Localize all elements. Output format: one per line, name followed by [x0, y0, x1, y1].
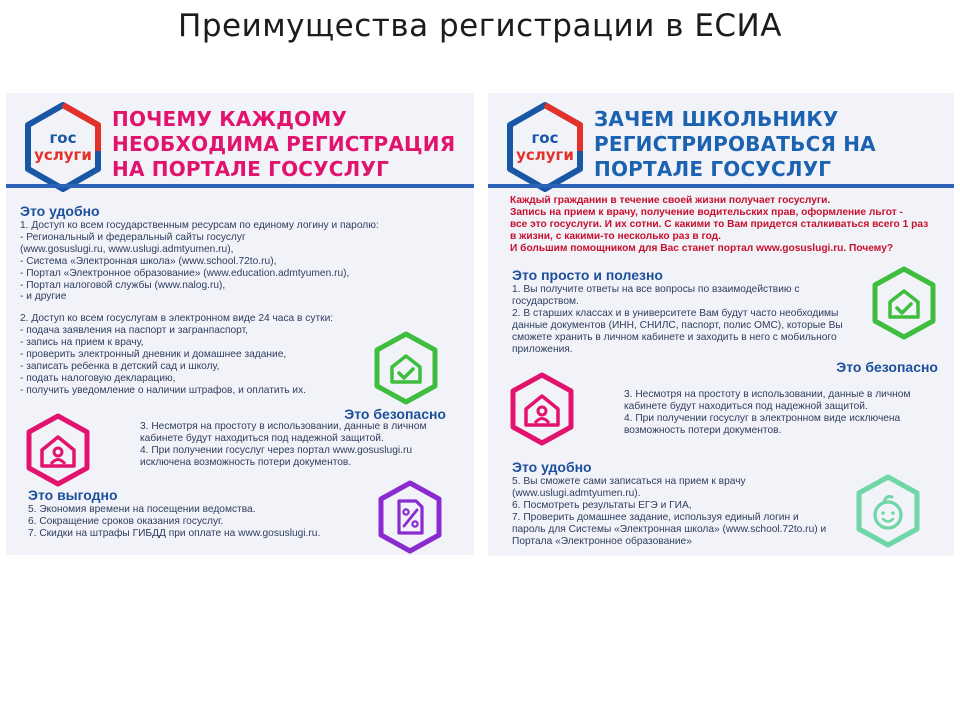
body-line: - Система «Электронная школа» (www.school.72to.ru), — [20, 255, 277, 267]
body-line: - запись на прием к врачу, — [20, 337, 144, 349]
header-divider — [6, 184, 474, 188]
body-line: 6. Посмотреть результаты ЕГЭ и ГИА, — [512, 499, 692, 511]
body-line: - Портал налоговой службы (www.nalog.ru), — [20, 279, 226, 291]
section-profit — [28, 487, 320, 540]
body-line: 1. Доступ ко всем государственным ресурсам по единому логину и паролю: — [20, 220, 379, 231]
logo-text-gos: гос — [531, 129, 559, 147]
body-line: кабинете будут находиться под надежной защитой. — [624, 400, 868, 412]
body-line: 5. Экономия времени на посещении ведомства. — [28, 504, 256, 515]
heading-line: ПОРТАЛЕ ГОСУСЛУГ — [594, 157, 832, 181]
section-body — [28, 504, 320, 540]
header-divider — [488, 184, 954, 188]
gosuslugi-logo — [504, 101, 586, 193]
poster-heading — [112, 107, 455, 182]
house-user-icon — [508, 371, 576, 447]
body-line: 2. Доступ ко всем госуслугам в электронном виде 24 часа в сутки: — [20, 313, 334, 325]
section-body — [624, 389, 910, 437]
section-safe-title-wrap — [648, 359, 938, 375]
body-line: - проверить электронный дневник и домашнее задание, — [20, 349, 287, 361]
intro-text — [510, 195, 928, 255]
baby-face-icon — [854, 473, 922, 549]
body-line: - Портал «Электронное образование» (www.education.admtyumen.ru), — [20, 267, 350, 279]
body-line: (www.uslugi.admtyumen.ru). — [512, 487, 641, 499]
logo-text-uslugi: услуги — [516, 146, 574, 164]
section-title: Это выгодно — [28, 487, 118, 503]
body-line: - подача заявления на паспорт и загранпаспорт, — [20, 325, 248, 337]
section-intro — [510, 195, 928, 255]
body-line: 4. При получении госуслуг в электронном виде исключена — [624, 412, 901, 424]
body-line: кабинете будут находиться под надежной защитой. — [140, 432, 384, 444]
house-check-icon — [372, 330, 440, 406]
section-simple — [512, 267, 843, 355]
heading-line: РЕГИСТРИРОВАТЬСЯ НА — [594, 132, 876, 156]
heading-line: НЕОБХОДИМА РЕГИСТРАЦИЯ — [112, 132, 456, 156]
body-line: И большим помощником для Вас станет портал www.gosuslugi.ru. Почему? — [510, 242, 894, 254]
body-line: исключена возможность потери документов. — [140, 456, 352, 468]
heading-line: ЗАЧЕМ ШКОЛЬНИКУ — [594, 107, 839, 131]
slide-title: Преимущества регистрации в ЕСИА — [178, 8, 782, 44]
poster-why-student — [488, 93, 954, 556]
section-body — [20, 313, 379, 396]
body-line: 1. Вы получите ответы на все вопросы по взаимодействию с — [512, 284, 800, 295]
body-line: 3. Несмотря на простоту в использовании, данные в личном — [140, 421, 427, 432]
body-line: данные документов (ИНН, СНИЛС, паспорт, полис ОМС), которые Вы — [512, 319, 843, 331]
body-line: возможность потери документов. — [624, 424, 782, 436]
section-safe — [624, 389, 910, 437]
body-line: все это госуслуги. И их сотни. С какими то Вам придется сталкиваться всего 1 раз — [510, 218, 929, 230]
body-line: (www.gosuslugi.ru, www.uslugi.admtyumen.ru), — [20, 243, 234, 255]
body-line: приложения. — [512, 343, 573, 355]
body-line: государством. — [512, 295, 579, 307]
logo-text-uslugi: услуги — [34, 146, 92, 164]
body-line: - записать ребенка в детский сад и школу, — [20, 360, 220, 372]
body-line: - Региональный и федеральный сайты госуслуг — [20, 231, 246, 243]
section-title: Это удобно — [20, 203, 100, 219]
section-title: Это удобно — [512, 459, 592, 475]
house-check-icon — [870, 265, 938, 341]
house-user-icon — [24, 412, 92, 488]
poster-heading — [594, 107, 876, 182]
body-line: сможете хранить в личном кабинете и заходить в него с мобильного — [512, 331, 837, 343]
heading-line: ПОЧЕМУ КАЖДОМУ — [112, 107, 348, 131]
section-body — [140, 421, 426, 469]
section-safe-title-wrap — [156, 406, 446, 422]
body-line: Каждый гражданин в течение своей жизни получает госуслуги. — [510, 195, 831, 206]
percent-document-icon — [376, 479, 444, 555]
body-line: 4. При получении госуслуг через портал www.gosuslugi.ru — [140, 444, 413, 456]
section-convenient — [512, 459, 826, 547]
body-line: Запись на прием к врачу, получение водительских прав, оформление льгот - — [510, 206, 903, 218]
section-title: Это безопасно — [836, 359, 938, 375]
body-line: Портала «Электронное образование» — [512, 535, 692, 547]
body-line: 3. Несмотря на простоту в использовании, данные в личном — [624, 389, 911, 400]
body-line: - подать налоговую декларацию, — [20, 372, 176, 384]
section-title: Это безопасно — [344, 406, 446, 422]
section-safe — [140, 421, 426, 469]
body-line: 7. Проверить домашнее задание, используя единый логин и — [512, 511, 799, 523]
section-convenient — [20, 203, 379, 397]
body-line: - получить уведомление о наличии штрафов, и оплатить их. — [20, 384, 306, 396]
gosuslugi-logo — [22, 101, 104, 193]
body-line: 7. Скидки на штрафы ГИБДД при оплате на www.gosuslugi.ru. — [28, 527, 321, 539]
poster-why-everyone — [6, 93, 474, 555]
section-body — [512, 476, 826, 547]
body-line: пароль для Системы «Электронная школа» (www.school.72to.ru) и — [512, 523, 827, 535]
body-line: 2. В старших классах и в университете Вам будут часто необходимы — [512, 307, 839, 319]
heading-line: НА ПОРТАЛЕ ГОСУСЛУГ — [112, 157, 390, 181]
body-line: 6. Сокращение сроков оказания госуслуг. — [28, 515, 224, 527]
section-body — [20, 220, 379, 303]
body-line: - и другие — [20, 291, 67, 303]
section-body — [512, 284, 843, 355]
body-line: в жизни, с какими-то несколько раз в год. — [510, 230, 721, 242]
logo-text-gos: гос — [49, 129, 77, 147]
body-line: 5. Вы сможете сами записаться на прием к врачу — [512, 476, 746, 487]
section-title: Это просто и полезно — [512, 267, 663, 283]
